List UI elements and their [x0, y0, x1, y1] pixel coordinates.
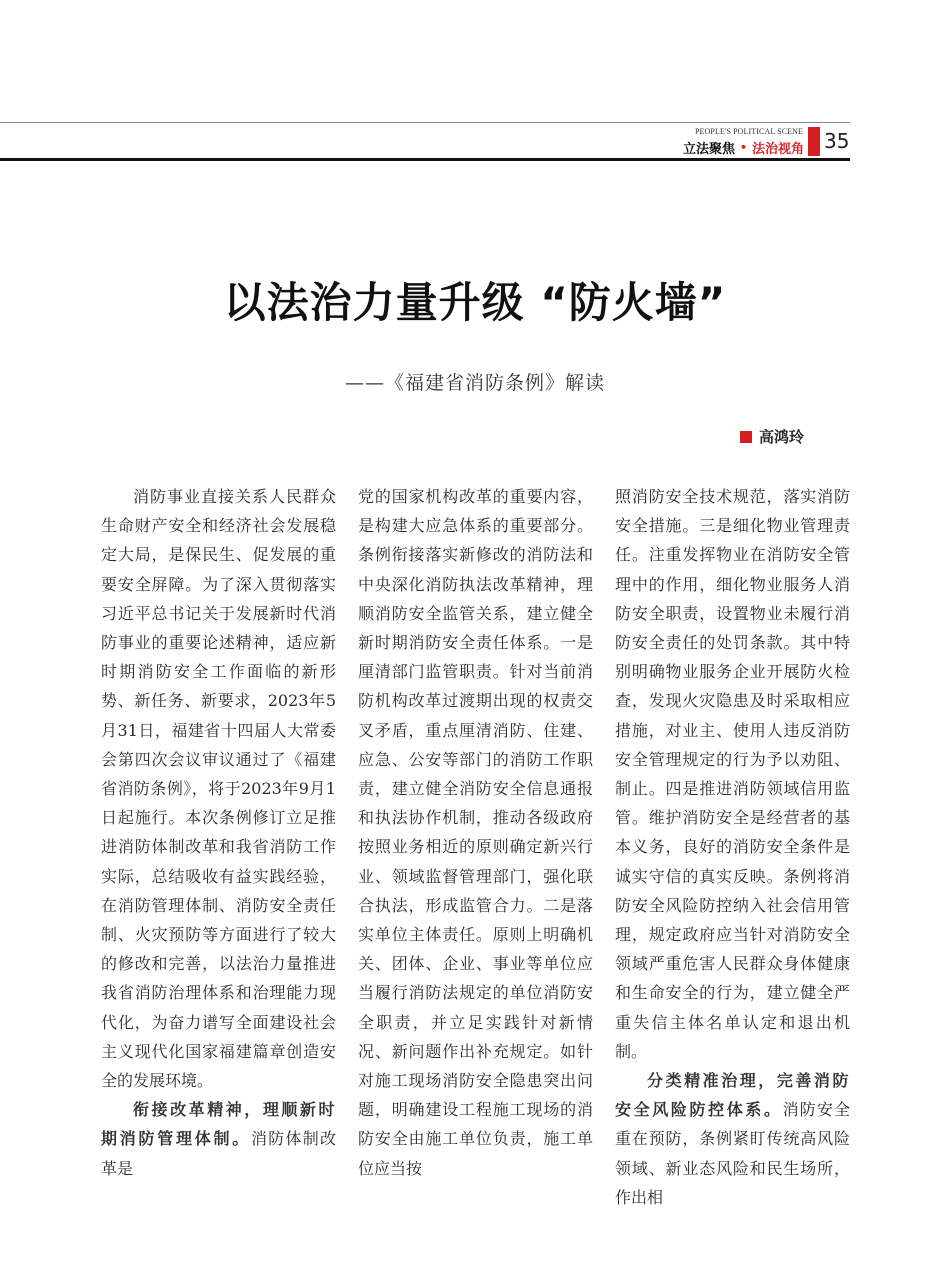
- masthead-english: PEOPLE'S POLITICAL SCENE: [695, 127, 803, 136]
- page-number-marker: [808, 127, 820, 156]
- article-column-1: [101, 482, 336, 1178]
- header-rule: [0, 158, 850, 161]
- author-name: 高鸿玲: [758, 428, 804, 446]
- author-marker-icon: [740, 431, 752, 443]
- article-column-3: [615, 482, 850, 1207]
- paragraph-body: 消防体制改革是: [101, 1129, 336, 1178]
- paragraph-lead: 分类精准治理，完善消防安全风险防控体系。: [615, 1071, 850, 1120]
- header-top-rule: [0, 122, 850, 123]
- page-number: 35: [824, 129, 850, 153]
- paragraph-lead: 衔接改革精神，理顺新时期消防管理体制。: [101, 1100, 336, 1149]
- paragraph: [615, 1066, 850, 1212]
- paragraph-body: 消防安全重在预防，条例紧盯传统高风险领域、新业态风险和民生场所，作出相: [615, 1100, 850, 1207]
- section-separator: •: [739, 141, 747, 154]
- section-label: [683, 138, 804, 157]
- article-subtitle: ——《福建省消防条例》解读: [344, 372, 605, 394]
- section-secondary: 法治视角: [751, 142, 804, 157]
- paragraph: 照消防安全技术规范，落实消防安全措施。三是细化物业管理责任。注重发挥物业在消防安全管理中的作用，细化物业服务人消防安全职责，设置物业未履行消防安全责任的处罚条款。其中特别明确物业服务企业开展防火检查，发现火灾隐患及时采取相应措施，对业主、使用人违反消防安全管理规定的行为予以劝阻、制止。四是推进消防领域信用监管。维护消防安全是经营者的基本义务，良好的消防安全条件是诚实守信的真实反映。条例将消防安全风险防控纳入社会信用管理，规定政府应当针对消防安全领域严重危害人民群众身体健康和生命安全的行为，建立健全严重失信主体名单认定和退出机制。: [615, 487, 850, 1061]
- paragraph: 消防事业直接关系人民群众生命财产安全和经济社会发展稳定大局，是保民生、促发展的重要安全屏障。为了深入贯彻落实习近平总书记关于发展新时代消防事业的重要论述精神，适应新时期消防安全工作面临的新形势、新任务、新要求，2023年5月31日，福建省十四届人大常委会第四次会议审议通过了《福建省消防条例》，将于2023年9月1日起施行。本次条例修订立足推进消防体制改革和我省消防工作实际，总结吸收有益实践经验，在消防管理体制、消防安全责任制、火灾预防等方面进行了较大的修改和完善，以法治力量推进我省消防治理体系和治理能力现代化，为奋力谱写全面建设社会主义现代化国家福建篇章创造安全的发展环境。: [101, 487, 336, 1091]
- section-primary: 立法聚焦: [682, 142, 735, 157]
- paragraph: 党的国家机构改革的重要内容，是构建大应急体系的重要部分。条例衔接落实新修改的消防法和中央深化消防执法改革精神，理顺消防安全监管关系，建立健全新时期消防安全责任体系。一是厘清部门监管职责。针对当前消防机构改革过渡期出现的权责交叉矛盾，重点厘清消防、住建、应急、公安等部门的消防工作职责，建立健全消防安全信息通报和执法协作机制，推动各级政府按照业务相近的原则确定新兴行业、领域监督管理部门，强化联合执法，形成监管合力。二是落实单位主体责任。原则上明确机关、团体、企业、事业等单位应当履行消防法规定的单位消防安全职责，并立足实践针对新情况、新问题作出补充规定。如针对施工现场消防安全隐患突出问题，明确建设工程施工现场的消防安全由施工单位负责，施工单位应当按: [358, 487, 593, 1178]
- paragraph: [101, 1095, 336, 1183]
- author-byline: [740, 426, 804, 447]
- article-title: 以法治力量升级 “防火墙”: [223, 278, 727, 327]
- article-column-2: [358, 482, 593, 1178]
